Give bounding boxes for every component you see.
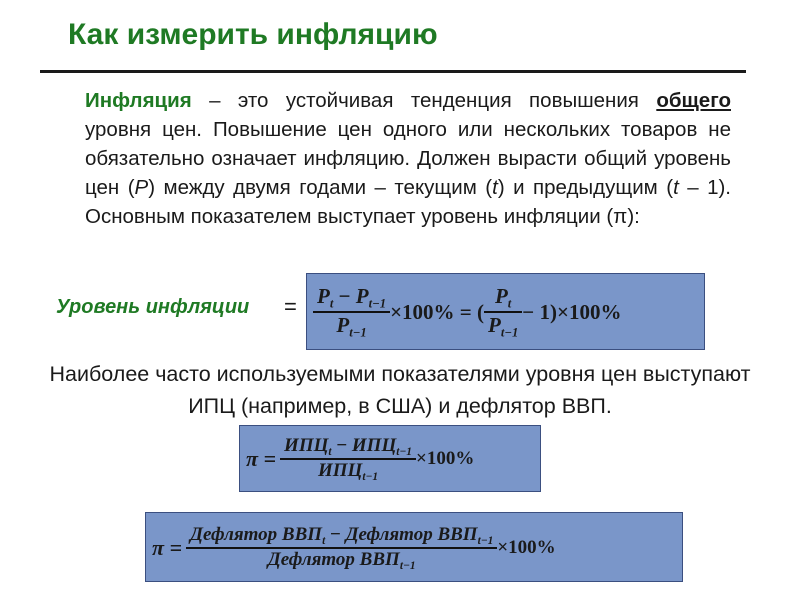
- title-divider: [40, 70, 746, 73]
- price-ratio-fraction: $\frac{P_t}{P_{t-1}}$: [484, 284, 522, 340]
- general-word: общего: [656, 89, 731, 112]
- equals-sign: =: [284, 294, 297, 319]
- deflator-formula-box: π = $\frac{Дефлятор ВВП_t - Дефлятор ВВП_{t-1}}{Дефлятор ВВП_{t-1}}$ ×100%: [145, 512, 683, 582]
- inflation-formula-box: $\frac{P_t - P_{t-1}}{P_{t-1}}$ ×100% = ( $\frac{P_t}{P_{t-1}}$ − 1) ×100%: [306, 273, 705, 350]
- cpi-formula-box: π = $\frac{ИПЦ_t - ИПЦ_{t-1}}{ИПЦ_{t-1}}$ ×100%: [239, 425, 541, 492]
- definition-paragraph: Инфляция – это устойчивая тенденция повышения общего уровня цен. Повышение цен одного или нескольких товаров не обязательно означает инфляцию. Должен вырасти общий уровень цен (P) между двумя годами – текущим (t) и предыдущим (t – 1). Основным показателем выступает уровень инфляции (π):: [85, 89, 731, 228]
- deflator-fraction: $\frac{Дефлятор ВВП_t - Дефлятор ВВП_{t-1}}{Дефлятор ВВП_{t-1}}$: [186, 524, 497, 571]
- inflation-rate-label: Уровень инфляции: [56, 296, 250, 318]
- cpi-fraction: $\frac{ИПЦ_t - ИПЦ_{t-1}}{ИПЦ_{t-1}}$: [280, 435, 416, 482]
- inflation-fraction: $\frac{P_t - P_{t-1}}{P_{t-1}}$: [313, 284, 390, 340]
- inflation-term: Инфляция: [85, 89, 192, 112]
- price-indicators-text: Наиболее часто используемыми показателями уровня цен выступают ИПЦ (например, в США) и дефлятор ВВП.: [49, 362, 751, 418]
- page-title: Как измерить инфляцию: [68, 18, 438, 51]
